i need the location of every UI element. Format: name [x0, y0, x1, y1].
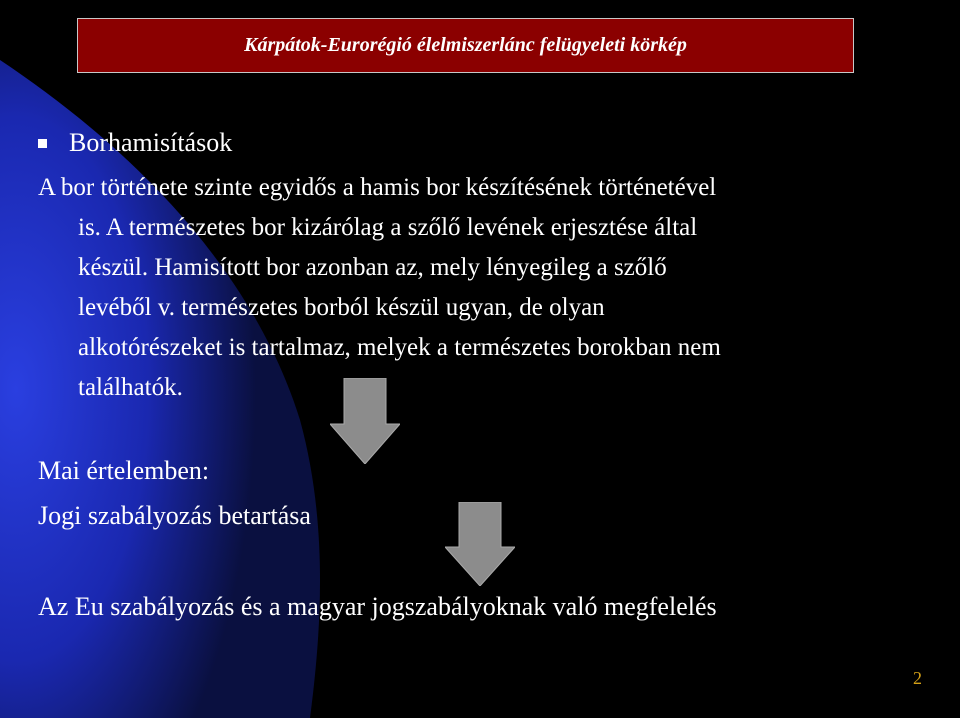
title-bar — [77, 18, 854, 73]
eu-compliance-line: Az Eu szabályozás és a magyar jogszabályoknak való megfelelés — [38, 592, 717, 621]
paragraph-line: A bor története szinte egyidős a hamis bor készítésének történetével — [38, 174, 717, 201]
paragraph-line: készül. Hamisított bor azonban az, mely lényegileg a szőlő — [78, 254, 667, 281]
paragraph-line: is. A természetes bor kizárólag a szőlő levének erjesztése által — [78, 214, 698, 241]
down-arrow-icon — [330, 378, 400, 464]
paragraph-line: levéből v. természetes borból készül ugyan, de olyan — [78, 294, 605, 321]
body-paragraph — [38, 168, 918, 408]
paragraph-line: alkotórészeket is tartalmaz, melyek a természetes borokban nem — [78, 334, 721, 361]
bullet-item — [38, 128, 232, 158]
meaning-line: Mai értelemben: — [38, 456, 210, 485]
paragraph-line: találhatók. — [78, 374, 183, 401]
bullet-label: Borhamisítások — [69, 128, 233, 157]
slide-title: Kárpátok-Eurorégió élelmiszerlánc felügyeleti körkép — [244, 34, 687, 56]
square-bullet-icon — [38, 139, 47, 148]
legal-line: Jogi szabályozás betartása — [38, 501, 311, 530]
page-number: 2 — [913, 668, 922, 688]
down-arrow-icon — [445, 502, 515, 586]
